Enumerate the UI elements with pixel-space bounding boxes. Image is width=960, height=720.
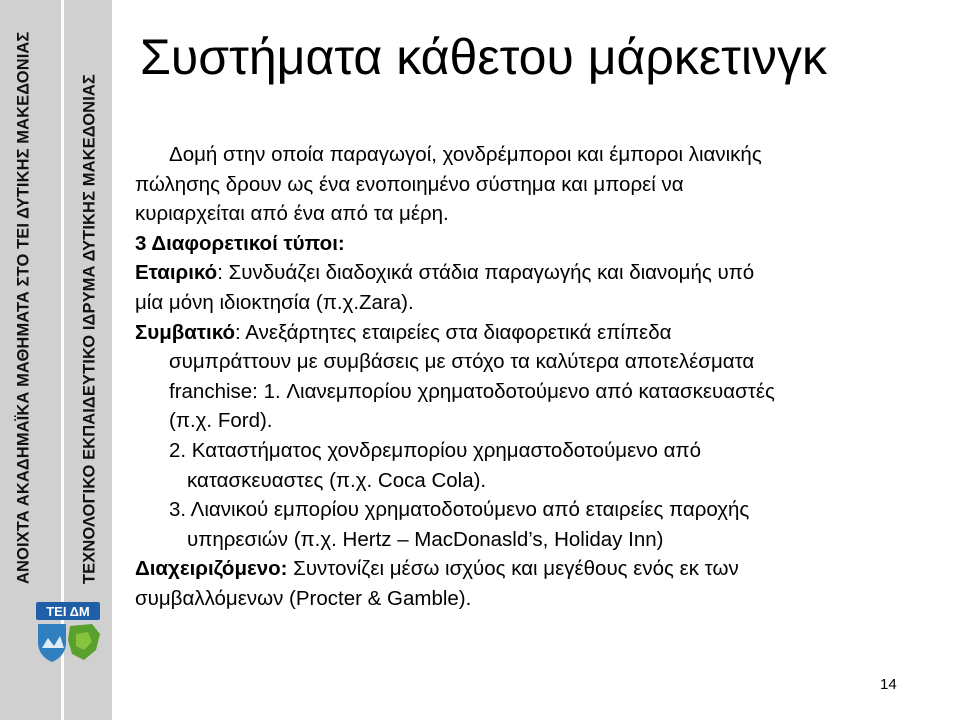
contractual-label: Συμβατικό bbox=[135, 320, 236, 344]
contractual-line-4: (π.χ. Ford). bbox=[169, 409, 273, 433]
managed-label: Διαχειριζόμενο: bbox=[135, 557, 288, 581]
contractual-line-3: franchise: 1. Λιανεμπορίου χρηματοδοτούμενο από κατασκευαστές bbox=[169, 379, 775, 403]
corporate-line-2: μία μόνη ιδιοκτησία (π.χ.Zara). bbox=[135, 290, 414, 314]
corporate-text: : Συνδυάζει διαδοχικά στάδια παραγωγής και διανομής υπό bbox=[217, 261, 755, 285]
item2-line-1: 2. Καταστήματος χονδρεμπορίου χρημαστοδοτούμενο από bbox=[169, 438, 701, 462]
intro-line-1: Δομή στην οποία παραγωγοί, χονδρέμποροι και έμποροι λιανικής bbox=[169, 143, 762, 166]
item2-line-2: κατασκευαστες (π.χ. Coca Cola). bbox=[187, 468, 487, 492]
managed-text: Συντονίζει μέσω ισχύος και μεγέθους ενός εκ των bbox=[287, 557, 739, 581]
managed-line-1 bbox=[135, 554, 935, 584]
intro-line-3: κυριαρχείται από ένα από τα μέρη. bbox=[135, 202, 449, 226]
page-number: 14 bbox=[880, 676, 897, 693]
slide-body bbox=[135, 140, 935, 614]
sidebar-institution-text: ΤΕΧΝΟΛΟΓΙΚΟ ΕΚΠΑΙΔΕΥΤΙΚΟ ΙΔΡΥΜΑ ΔΥΤΙΚΗΣ ΜΑΚΕΔΟΝΙΑΣ bbox=[80, 74, 99, 584]
item3-line-1: 3. Λιανικού εμπορίου χρηματοδοτούμενο από εταιρείες παροχής bbox=[169, 498, 750, 522]
item3-line-2: υπηρεσιών (π.χ. Hertz – MacDonasld’s, Holiday Inn) bbox=[187, 527, 664, 551]
sidebar-open-courses-text: ΑΝΟΙΧΤΑ ΑΚΑΔΗΜΑΪΚΑ ΜΑΘΗΜΑΤΑ ΣΤΟ ΤΕΙ ΔΥΤΙΚΗΣ ΜΑΚΕΔΟΝΙΑΣ bbox=[14, 31, 33, 584]
corporate-line-1 bbox=[135, 258, 935, 288]
managed-line-2: συμβαλλόμενων (Procter & Gamble). bbox=[135, 586, 472, 610]
tei-logo bbox=[30, 598, 106, 668]
logo-text: ΤΕΙ ΔΜ bbox=[46, 604, 90, 619]
contractual-line-1 bbox=[135, 318, 935, 348]
contractual-line-2: συμπράττουν με συμβάσεις με στόχο τα καλύτερα αποτελέσματα bbox=[169, 350, 755, 374]
types-heading: 3 Διαφορετικοί τύποι: bbox=[135, 231, 345, 255]
intro-line-2: πώλησης δρουν ως ένα ενοποιημένο σύστημα και μπορεί να bbox=[135, 172, 684, 196]
contractual-text: : Ανεξάρτητες εταιρείες στα διαφορετικά επίπεδα bbox=[235, 320, 672, 344]
corporate-label: Εταιρικό bbox=[135, 261, 218, 285]
slide-title: Συστήματα κάθετου μάρκετινγκ bbox=[140, 29, 828, 85]
